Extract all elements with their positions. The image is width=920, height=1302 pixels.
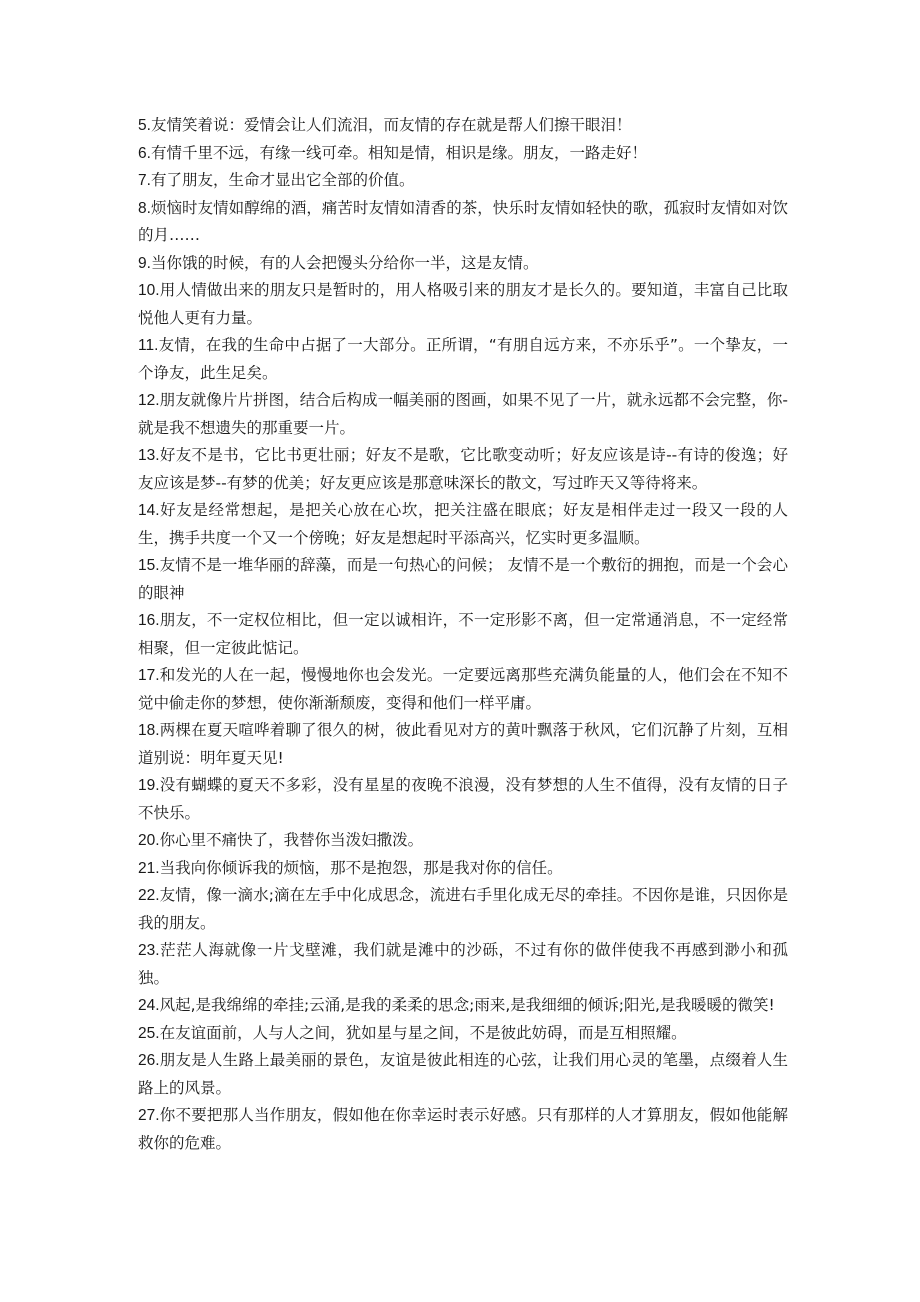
item-text: 和发光的人在一起，慢慢地你也会发光。一定要远离那些充满负能量的人，他们会在不知不觉中偷走你的梦想，使你渐渐颓废，变得和他们一样平庸。 bbox=[138, 666, 788, 712]
quote-list bbox=[138, 112, 788, 1157]
item-text: 茫茫人海就像一片戈壁滩，我们就是滩中的沙砾，不过有你的做伴使我不再感到渺小和孤独。 bbox=[138, 941, 788, 987]
list-item bbox=[138, 387, 788, 442]
item-number: 19. bbox=[138, 777, 160, 794]
list-item bbox=[138, 1102, 788, 1157]
list-item bbox=[138, 552, 788, 607]
list-item bbox=[138, 497, 788, 552]
item-text: 你心里不痛快了，我替你当泼妇撒泼。 bbox=[159, 831, 424, 849]
item-text: 好友不是书，它比书更壮丽；好友不是歌，它比歌变动听；好友应该是诗--有诗的俊逸；好友应该是梦--有梦的优美；好友更应该是那意味深长的散文，写过昨天又等待将来。 bbox=[138, 446, 788, 492]
item-text: 朋友，不一定权位相比，但一定以诚相许，不一定形影不离，但一定常通消息，不一定经常相聚，但一定彼此惦记。 bbox=[138, 611, 788, 657]
list-item bbox=[138, 250, 788, 278]
item-text: 友情，在我的生命中占据了一大部分。正所谓，“有朋自远方来，不亦乐乎”。一个挚友，一个诤友，此生足矣。 bbox=[138, 336, 788, 382]
item-text: 有情千里不远，有缘一线可牵。相知是情，相识是缘。朋友，一路走好！ bbox=[150, 143, 647, 162]
item-text: 两棵在夏天喧哗着聊了很久的树，彼此看见对方的黄叶飘落于秋风，它们沉静了片刻，互相道别说：明年夏天见! bbox=[138, 721, 788, 767]
item-number: 25. bbox=[138, 1024, 160, 1042]
list-item bbox=[138, 112, 788, 140]
item-text: 友情笑着说：爱情会让人们流泪，而友情的存在就是帮人们擦干眼泪！ bbox=[150, 116, 632, 134]
list-item bbox=[138, 937, 788, 992]
item-text: 当你饿的时候，有的人会把馒头分给你一半，这是友情。 bbox=[150, 253, 539, 272]
item-number: 24. bbox=[138, 997, 160, 1014]
item-text: 在友谊面前，人与人之间，犹如星与星之间，不是彼此妨碍，而是互相照耀。 bbox=[159, 1023, 687, 1042]
item-number: 22. bbox=[138, 887, 160, 904]
item-number: 6. bbox=[138, 144, 151, 162]
item-number: 21. bbox=[138, 859, 160, 877]
list-item bbox=[138, 1047, 788, 1102]
item-text: 朋友就像片片拼图，结合后构成一幅美丽的图画，如果不见了一片，就永远都不会完整，你-就是我不想遗失的那重要一片。 bbox=[138, 391, 788, 437]
item-text: 有了朋友，生命才显出它全部的价值。 bbox=[150, 171, 415, 189]
list-item bbox=[138, 827, 788, 855]
item-text: 朋友是人生路上最美丽的景色，友谊是彼此相连的心弦，让我们用心灵的笔墨，点缀着人生路上的风景。 bbox=[138, 1051, 788, 1097]
list-item bbox=[138, 195, 788, 250]
item-number: 20. bbox=[138, 832, 160, 849]
item-number: 7. bbox=[138, 172, 151, 189]
list-item bbox=[138, 1020, 788, 1048]
item-number: 12. bbox=[138, 392, 160, 409]
item-text: 风起,是我绵绵的牵挂;云涌,是我的柔柔的思念;雨来,是我细细的倾诉;阳光,是我暖暖的微笑! bbox=[159, 996, 775, 1014]
list-item bbox=[138, 855, 788, 883]
list-item bbox=[138, 442, 788, 497]
item-number: 9. bbox=[138, 254, 151, 272]
item-number: 27. bbox=[138, 1107, 160, 1124]
list-item bbox=[138, 332, 788, 387]
list-item bbox=[138, 167, 788, 195]
item-text: 友情，像一滴水;滴在左手中化成思念，流进右手里化成无尽的牵挂。不因你是谁，只因你是我的朋友。 bbox=[138, 886, 788, 932]
item-number: 15. bbox=[138, 557, 160, 574]
item-number: 23. bbox=[138, 942, 160, 959]
item-number: 14. bbox=[138, 502, 160, 519]
item-text: 当我向你倾诉我的烦恼，那不是抱怨，那是我对你的信任。 bbox=[159, 858, 563, 877]
list-item bbox=[138, 882, 788, 937]
item-number: 18. bbox=[138, 722, 160, 739]
item-number: 13. bbox=[138, 447, 160, 464]
item-number: 26. bbox=[138, 1052, 160, 1069]
item-text: 好友是经常想起，是把关心放在心坎，把关注盛在眼底；好友是相伴走过一段又一段的人生，携手共度一个又一个傍晚；好友是想起时平添高兴，忆实时更多温顺。 bbox=[138, 501, 788, 547]
list-item bbox=[138, 140, 788, 168]
item-number: 11. bbox=[138, 337, 159, 354]
item-text: 用人情做出来的朋友只是暂时的，用人格吸引来的朋友才是长久的。要知道，丰富自己比取悦他人更有力量。 bbox=[138, 281, 788, 327]
item-number: 10. bbox=[138, 282, 160, 299]
item-text: 烦恼时友情如醇绵的酒，痛苦时友情如清香的茶，快乐时友情如轻快的歌，孤寂时友情如对饮的月…… bbox=[138, 198, 788, 244]
list-item bbox=[138, 607, 788, 662]
item-number: 8. bbox=[138, 199, 151, 217]
list-item bbox=[138, 662, 788, 717]
item-text: 你不要把那人当作朋友，假如他在你幸运时表示好感。只有那样的人才算朋友，假如他能解救你的危难。 bbox=[138, 1106, 788, 1152]
list-item bbox=[138, 772, 788, 827]
list-item bbox=[138, 277, 788, 332]
item-text: 友情不是一堆华丽的辞藻，而是一句热心的问候； 友情不是一个敷衍的拥抱，而是一个会心的眼神 bbox=[138, 556, 788, 602]
list-item bbox=[138, 717, 788, 772]
item-number: 17. bbox=[138, 667, 160, 684]
item-number: 5. bbox=[138, 117, 151, 134]
item-number: 16. bbox=[138, 612, 160, 629]
list-item bbox=[138, 992, 788, 1020]
item-text: 没有蝴蝶的夏天不多彩，没有星星的夜晚不浪漫，没有梦想的人生不值得，没有友情的日子不快乐。 bbox=[138, 776, 788, 822]
